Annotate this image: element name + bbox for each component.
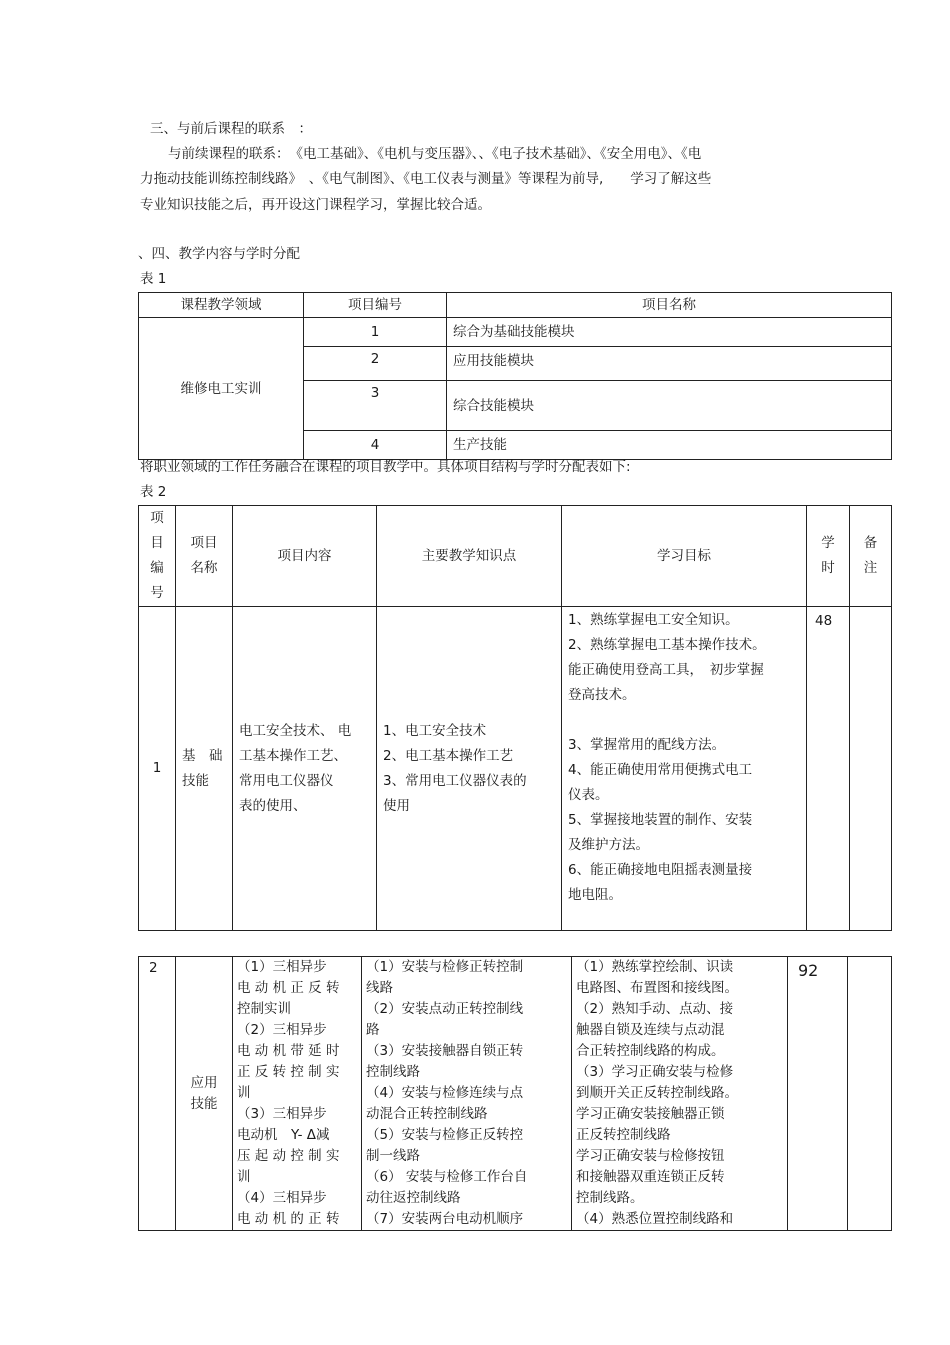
table2-row1-name: 基 础 技能 — [176, 607, 233, 931]
table1-row-no: 4 — [304, 431, 447, 460]
table2-row1-goals: 1、熟练掌握电工安全知识。 2、熟练掌握电工基本操作技术。 能正确使用登高工具， 初步掌握 登高技术。 3、掌握常用的配线方法。 4、能正确使用常用便携式电工 仪表。 5、掌握接地装置的制作、安装 及维护方法。 6、能正确接地电阻摇表测量接 地电阻。 — [562, 607, 807, 931]
section4-heading: 、四、教学内容与学时分配 — [138, 246, 300, 262]
table2-row1-knowledge: 1、电工安全技术 2、电工基本操作工艺 3、常用电工仪器仪表的 使用 — [377, 607, 562, 931]
table1-row-no: 1 — [304, 318, 447, 347]
table1-caption: 表 1 — [140, 271, 167, 287]
section3-line-2: 力拖动技能训练控制线路》 、《电气制图》、《电工仪表与测量》等课程为前导, 学习了解这些 — [140, 171, 712, 187]
table1-row-name: 综合为基础技能模块 — [447, 318, 892, 347]
table2-header-content: 项目内容 — [233, 506, 377, 607]
table1-header-domain: 课程教学领域 — [139, 293, 304, 318]
table2-header-no: 项 目 编 号 — [139, 506, 176, 607]
table2-header-knowledge: 主要教学知识点 — [377, 506, 562, 607]
table2-header-goals: 学习目标 — [562, 506, 807, 607]
table1-row-name: 应用技能模块 — [447, 347, 892, 381]
table1-header-name: 项目名称 — [447, 293, 892, 318]
table3-row2-knowledge: （1）安装与检修正转控制 线路 （2）安装点动正转控制线 路 （3）安装接触器自锁正转 控制线路 （4）安装与检修连续与点 动混合正转控制线路 （5）安装与检修正反转控 制一线路 （6） 安装与检修工作台自 动往返控制线路 （7）安装两台电动机顺序 — [362, 957, 572, 1231]
table3-row2-name: 应用 技能 — [176, 957, 233, 1231]
table1-row-no: 3 — [304, 381, 447, 431]
table2-row1-notes — [850, 607, 892, 931]
table2-row1-hours: 48 — [807, 607, 850, 931]
section3-line-1: 与前续课程的联系： 《电工基础》、《电机与变压器》、、《电子技术基础》、《安全用电》、《电 — [168, 146, 702, 162]
table1-header-no: 项目编号 — [304, 293, 447, 318]
section3-heading: 三、与前后课程的联系 ： — [150, 121, 312, 137]
table3-row2-notes — [848, 957, 892, 1231]
table3-row2-content: （1）三相异步 电 动 机 正 反 转 控制实训 （2）三相异步 电 动 机 带 延 时 正 反 转 控 制 实 训 （3）三相异步 电动机 Y- Δ减 压 起 动 控 制 实 训 （4）三相异步 电 动 机 的 正 转 — [233, 957, 362, 1231]
table3-row2-hours: 92 — [788, 957, 848, 1231]
table-2-continued — [138, 956, 892, 1231]
table2-row1-content: 电工安全技术、 电 工基本操作工艺、 常用电工仪器仪 表的使用、 — [233, 607, 377, 931]
table2-header-name: 项目 名称 — [176, 506, 233, 607]
table3-row2-no: 2 — [139, 957, 176, 1231]
table2-row1-no: 1 — [139, 607, 176, 931]
table3-row2-goals: （1）熟练掌控绘制、识读 电路图、布置图和接线图。 （2）熟知手动、点动、接 触器自锁及连续与点动混 合正转控制线路的构成。 （3）学习正确安装与检修 到顺开关正反转控制线路。 学习正确安装接触器正锁 正反转控制线路 学习正确安装与检修按钮 和接触器双重连锁正反转 控制线路。 （4）熟悉位置控制线路和 — [572, 957, 788, 1231]
table1-domain: 维修电工实训 — [139, 318, 304, 460]
intro-text: 将职业领域的工作任务融合在课程的项目教学中。具体项目结构与学时分配表如下: — [140, 459, 631, 475]
table1-row-name: 生产技能 — [447, 431, 892, 460]
table1-row-no: 2 — [304, 347, 447, 381]
table2-header-notes: 备 注 — [850, 506, 892, 607]
table-2 — [138, 505, 892, 931]
table1-row-name: 综合技能模块 — [447, 381, 892, 431]
table2-caption: 表 2 — [140, 484, 167, 500]
section3-line-3: 专业知识技能之后，再开设这门课程学习，掌握比较合适。 — [140, 197, 491, 213]
table2-header-hours: 学 时 — [807, 506, 850, 607]
table-1 — [138, 292, 892, 460]
